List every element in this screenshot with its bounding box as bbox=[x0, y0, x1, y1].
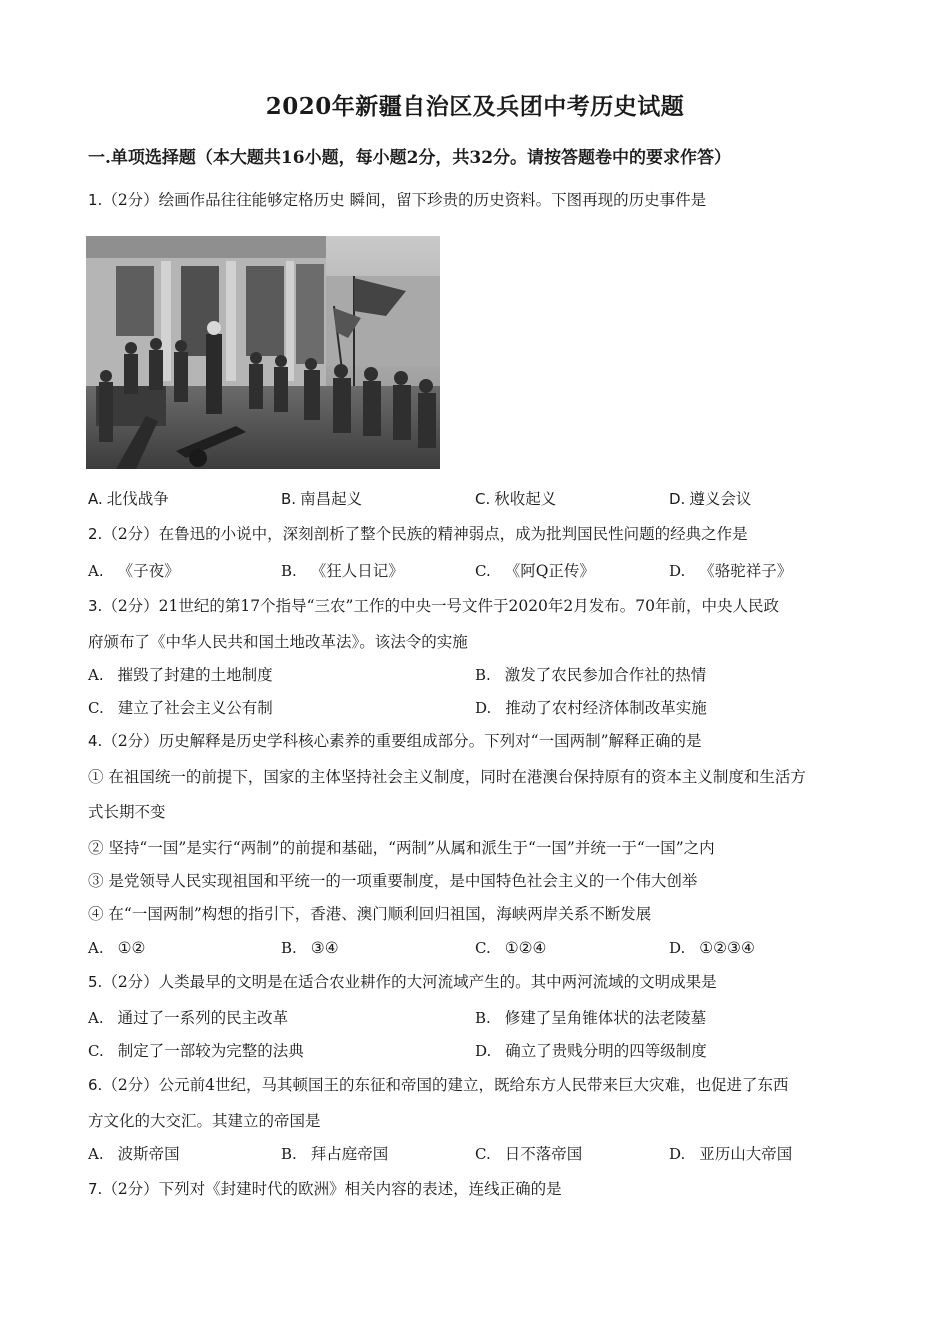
question-text: （2分）公元前4世纪，马其顿国王的东征和帝国的建立，既给东方人民带来巨大灾难，也促进了东西 bbox=[102, 1076, 789, 1094]
question-number: 1. bbox=[88, 191, 103, 209]
q1-option-a[interactable]: A. 北伐战争 bbox=[88, 490, 169, 508]
question-7 bbox=[88, 1179, 562, 1199]
question-5 bbox=[88, 972, 717, 992]
q1-option-d[interactable]: D. 遵义会议 bbox=[669, 490, 752, 508]
q1-option-c[interactable]: C. 秋收起义 bbox=[475, 490, 557, 508]
q4-option-a[interactable]: A. ①② bbox=[88, 939, 146, 957]
question-4-line-4: ② 坚持“一国”是实行“两制”的前提和基础，“两制”从属和派生于“一国”并统一于“一国”之内 bbox=[88, 839, 715, 857]
q5-option-b[interactable]: B. 修建了呈角锥体状的法老陵墓 bbox=[475, 1009, 707, 1027]
question-number: 7. bbox=[88, 1180, 103, 1198]
question-text: （2分）历史解释是历史学科核心素养的重要组成部分。下列对“一国两制”解释正确的是 bbox=[102, 732, 702, 750]
q2-option-b[interactable]: B. 《狂人日记》 bbox=[281, 562, 404, 580]
question-number: 3. bbox=[88, 597, 103, 615]
q5-option-c[interactable]: C. 制定了一部较为完整的法典 bbox=[88, 1042, 304, 1060]
q2-option-c[interactable]: C. 《阿Q正传》 bbox=[475, 562, 595, 580]
q6-option-c[interactable]: C. 日不落帝国 bbox=[475, 1145, 583, 1163]
question-2 bbox=[88, 524, 748, 544]
question-number: 5. bbox=[88, 973, 103, 991]
question-4-line-5: ③ 是党领导人民实现祖国和平统一的一项重要制度，是中国特色社会主义的一个伟大创举 bbox=[88, 872, 698, 890]
q2-option-a[interactable]: A. 《子夜》 bbox=[88, 562, 180, 580]
question-number: 6. bbox=[88, 1076, 103, 1094]
q6-option-a[interactable]: A. 波斯帝国 bbox=[88, 1145, 180, 1163]
question-text: （2分）在鲁迅的小说中，深刻剖析了整个民族的精神弱点，成为批判国民性问题的经典之作是 bbox=[102, 525, 748, 543]
q3-option-c[interactable]: C. 建立了社会主义公有制 bbox=[88, 699, 273, 717]
q3-option-b[interactable]: B. 激发了农民参加合作社的热情 bbox=[475, 666, 707, 684]
question-4-line-2: ① 在祖国统一的前提下，国家的主体坚持社会主义制度，同时在港澳台保持原有的资本主义制度和生活方 bbox=[88, 768, 806, 786]
question-number: 2. bbox=[88, 525, 103, 543]
q6-option-d[interactable]: D. 亚历山大帝国 bbox=[669, 1145, 793, 1163]
q5-option-a[interactable]: A. 通过了一系列的民主改革 bbox=[88, 1009, 289, 1027]
q5-option-d[interactable]: D. 确立了贵贱分明的四等级制度 bbox=[475, 1042, 707, 1060]
question-6 bbox=[88, 1075, 789, 1095]
question-text: （2分）21世纪的第17个指导“三农”工作的中央一号文件于2020年2月发布。70年前，中央人民政 bbox=[102, 597, 780, 615]
question-number: 4. bbox=[88, 732, 103, 750]
page-title: 2020年新疆自治区及兵团中考历史试题 bbox=[265, 93, 685, 120]
question-3-line-2: 府颁布了《中华人民共和国土地改革法》。该法令的实施 bbox=[88, 633, 468, 651]
question-4-line-6: ④ 在“一国两制”构想的指引下，香港、澳门顺利回归祖国，海峡两岸关系不断发展 bbox=[88, 905, 652, 923]
question-3 bbox=[88, 596, 779, 616]
question-6-line-2: 方文化的大交汇。其建立的帝国是 bbox=[88, 1112, 321, 1130]
section-heading: 一.单项选择题（本大题共16小题，每小题2分，共32分。请按答题卷中的要求作答） bbox=[88, 148, 732, 168]
question-text: （2分）下列对《封建时代的欧洲》相关内容的表述，连线正确的是 bbox=[102, 1180, 562, 1198]
q2-option-d[interactable]: D. 《骆驼祥子》 bbox=[669, 562, 793, 580]
question-text: （2分）人类最早的文明是在适合农业耕作的大河流域产生的。其中两河流域的文明成果是 bbox=[102, 973, 717, 991]
question-text: （2分）绘画作品往往能够定格历史 瞬间，留下珍贵的历史资料。下图再现的历史事件是 bbox=[102, 191, 707, 209]
question-4 bbox=[88, 731, 702, 751]
history-painting-image bbox=[86, 236, 440, 469]
q4-option-d[interactable]: D. ①②③④ bbox=[669, 939, 755, 957]
q1-option-b[interactable]: B. 南昌起义 bbox=[281, 490, 363, 508]
question-1 bbox=[88, 190, 706, 210]
question-4-line-3: 式长期不变 bbox=[88, 803, 166, 821]
q3-option-d[interactable]: D. 推动了农村经济体制改革实施 bbox=[475, 699, 707, 717]
q4-option-c[interactable]: C. ①②④ bbox=[475, 939, 547, 957]
q4-option-b[interactable]: B. ③④ bbox=[281, 939, 339, 957]
q6-option-b[interactable]: B. 拜占庭帝国 bbox=[281, 1145, 389, 1163]
q3-option-a[interactable]: A. 摧毁了封建的土地制度 bbox=[88, 666, 273, 684]
